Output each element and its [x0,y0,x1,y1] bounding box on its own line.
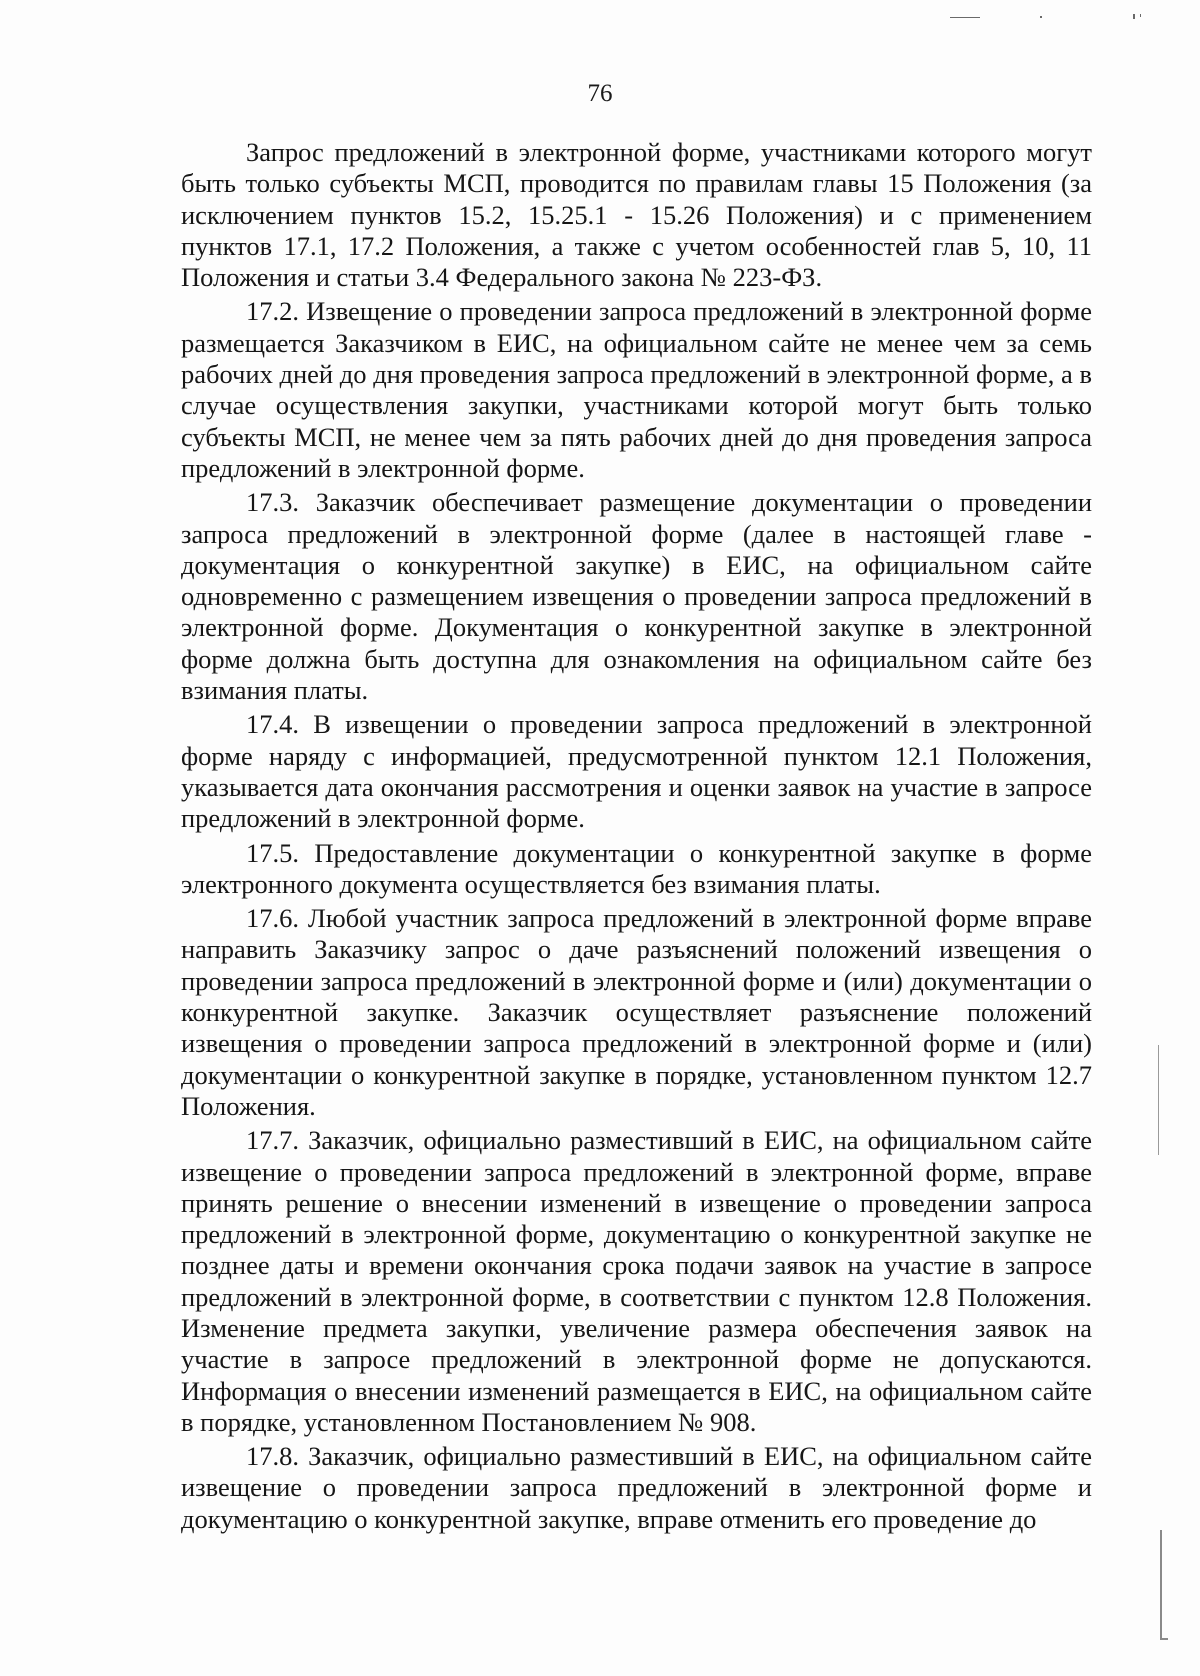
scan-artifact [1160,1638,1168,1640]
scan-artifact [1140,14,1141,17]
scan-artifact [1160,1530,1162,1640]
scan-artifact [1040,16,1042,18]
paragraph-17-4: 17.4. В извещении о проведении запроса предложений в электронной форме наряду с информацией, предусмотренной пунктом 12.1 Положения, указывается дата окончания рассмотрения и оценки заявок на участие в запросе предложений в электронной форме. [181,709,1092,834]
paragraph-17-5: 17.5. Предоставление документации о конкурентной закупке в форме электронного документа осуществляется без взимания платы. [181,837,1092,899]
paragraph-17-3: 17.3. Заказчик обеспечивает размещение документации о проведении запроса предложений в электронной форме (далее в настоящей главе - документация о конкурентной закупке) в ЕИС, на официальном сайте одновременно с размещением извещения о проведении запроса предложений в электронной форме. Документация о конкурентной закупке в электронной форме должна быть доступна для ознакомления на официальном сайте без взимания платы. [181,487,1092,706]
document-body [181,137,1092,1535]
paragraph-17-6: 17.6. Любой участник запроса предложений в электронной форме вправе направить Заказчику запрос о даче разъяснений положений извещения о проведении запроса предложений в электронной форме и (или) документации о конкурентной закупке. Заказчик осуществляет разъяснение положений извещения о проведении запроса предложений в электронной форме и (или) документации о конкурентной закупке в порядке, установленном пунктом 12.7 Положения. [181,903,1092,1121]
paragraph-intro: Запрос предложений в электронной форме, участниками которого могут быть только субъекты МСП, проводится по правилам главы 15 Положения (за исключением пунктов 15.2, 15.25.1 - 15.26 Положения) и с применением пунктов 17.1, 17.2 Положения, а также с учетом особенностей глав 5, 10, 11 Положения и статьи 3.4 Федерального закона № 223-ФЗ. [181,137,1092,293]
scan-artifact [1158,1045,1159,1155]
scan-artifact [1133,14,1135,19]
paragraph-17-8: 17.8. Заказчик, официально разместивший в ЕИС, на официальном сайте извещение о проведении запроса предложений в электронной форме и документацию о конкурентной закупке, вправе отменить его проведение до [181,1441,1092,1534]
paragraph-17-2: 17.2. Извещение о проведении запроса предложений в электронной форме размещается Заказчиком в ЕИС, на официальном сайте не менее чем за семь рабочих дней до дня проведения запроса предложений в электронной форме, а в случае осуществления закупки, участниками которой могут быть только субъекты МСП, не менее чем за пять рабочих дней до дня проведения запроса предложений в электронной форме. [181,296,1092,483]
scan-artifact [950,17,980,18]
page-number: 76 [587,80,613,107]
paragraph-17-7: 17.7. Заказчик, официально разместивший в ЕИС, на официальном сайте извещение о проведении запроса предложений в электронной форме, вправе принять решение о внесении изменений в извещение о проведении запроса предложений в электронной форме, документацию о конкурентной закупке не позднее даты и времени окончания срока подачи заявок на участие в запросе предложений в электронной форме, в соответствии с пунктом 12.8 Положения. Изменение предмета закупки, увеличение размера обеспечения заявок на участие в запросе предложений в электронной форме не допускаются. Информация о внесении изменений размещается в ЕИС, на официальном сайте в порядке, установленном Постановлением № 908. [181,1125,1092,1437]
